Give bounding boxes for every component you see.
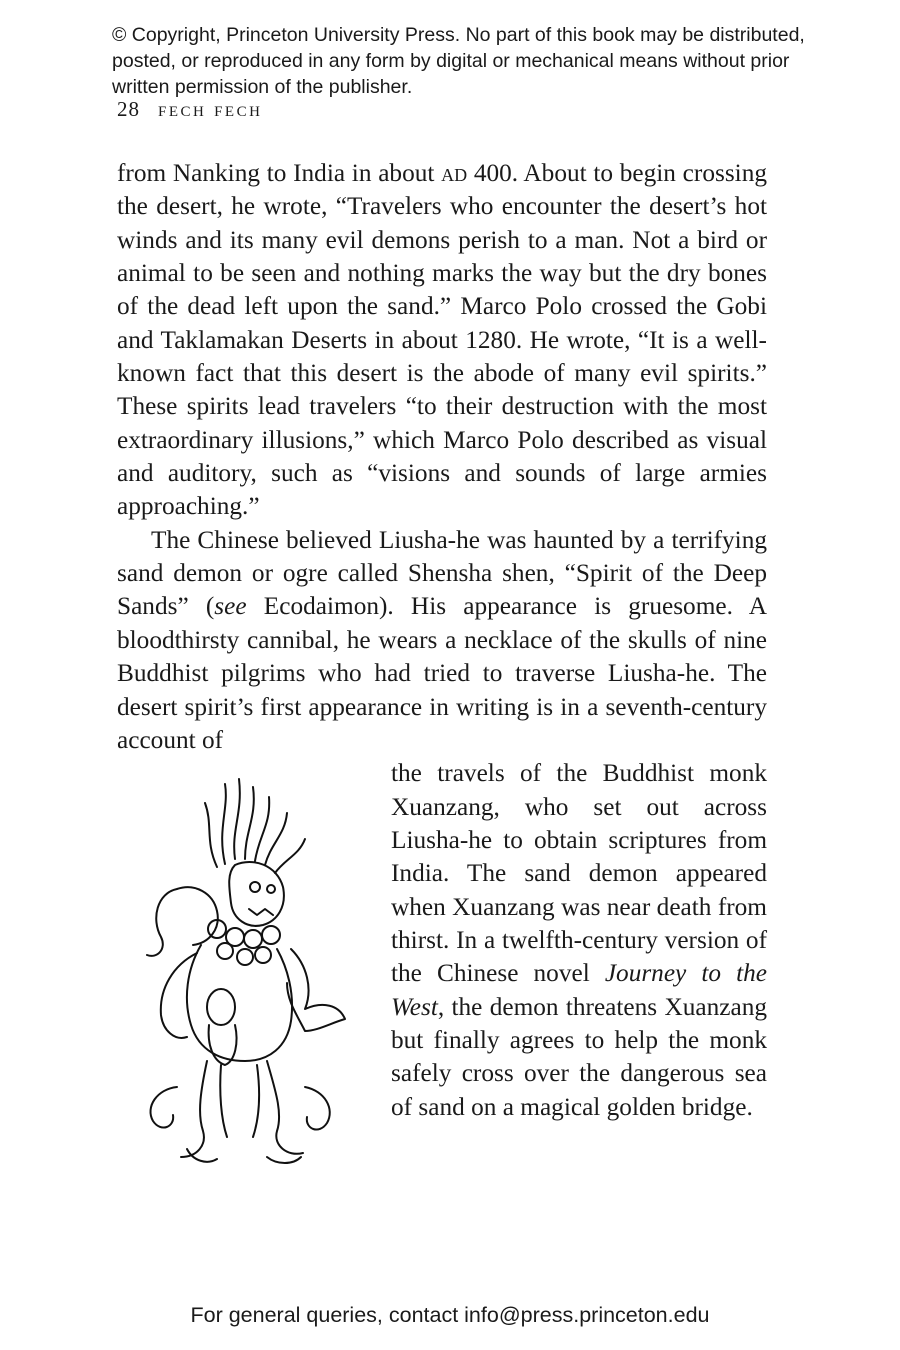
paragraph-1-text-b: 400. About to begin crossing the desert, he wrote, “Travelers who encounter the desert’s hot winds and its many evil demons perish to a man. Not a bird or animal to be seen and nothing marks the way but the dry bones of the dead left upon the sand.” Marco Polo crossed the Gobi and Taklamakan Deserts in about 1280. He wrote, “It is a well-known fact that this desert is the abode of many evil spirits.” These spirits lead travelers “to their destruction with the most extraordinary illusions,” which Marco Polo described as visual and auditory, such as “visions and sounds of large armies approaching.”	[117, 159, 767, 521]
running-head	[117, 97, 262, 122]
sand-demon-illustration-icon	[117, 757, 377, 1187]
body-text	[117, 157, 767, 1187]
paragraph-2-text-b: Ecodaimon). His appearance is gruesome. A bloodthirsty cannibal, he wears a necklace of the skulls of nine Buddhist pilgrims who had tried to traverse Liusha-he. The desert spirit’s first appearance in writing is in a seventh-century account of	[117, 592, 767, 754]
paragraph-2	[117, 524, 767, 757]
see-reference: see	[214, 592, 247, 621]
paragraph-3-text-a: the travels of the Buddhist monk Xuanzang, who set out across Liusha-he to obtain scriptures from India. The sand demon appeared when Xuanzang was near death from thirst. In a twelfth-century version of the Chinese novel	[391, 759, 767, 988]
paragraph-3-text-b: , the demon threatens Xuanzang but finally agrees to help the monk safely cross over the dangerous sea of sand on a magical golden bridge.	[391, 992, 767, 1121]
era-abbreviation: ad	[441, 159, 468, 187]
book-title: Journey to the West	[391, 959, 767, 1021]
paragraph-2-text-a: The Chinese believed Liusha-he was haunted by a terrifying sand demon or ogre called Shensha shen, “Spirit of the Deep Sands” (	[117, 525, 767, 621]
paragraph-1	[117, 157, 767, 524]
running-title: fech fech	[158, 97, 263, 121]
copyright-notice: © Copyright, Princeton University Press. No part of this book may be distributed, posted, or reproduced in any form by digital or mechanical means without prior written permission of the publisher.	[112, 24, 805, 98]
paragraph-1-text-a: from Nanking to India in about	[117, 159, 442, 187]
page-number: 28	[117, 97, 140, 121]
footer-contact: For general queries, contact info@press.princeton.edu	[190, 1303, 710, 1327]
